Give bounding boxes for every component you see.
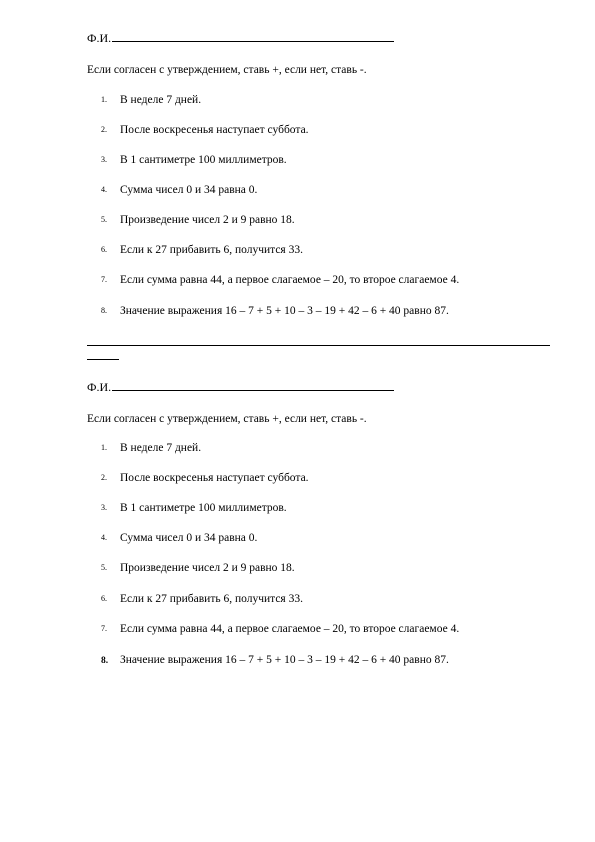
item-text: Если к 27 прибавить 6, получится 33.: [120, 593, 303, 605]
item-number: 7.: [101, 624, 107, 633]
list-item: [101, 304, 449, 318]
item-number: 3.: [101, 503, 107, 512]
list-item: [101, 153, 287, 167]
list-item: [101, 213, 295, 227]
item-text: Значение выражения 16 – 7 + 5 + 10 – 3 – 19 + 42 – 6 + 40 равно 87.: [120, 305, 449, 317]
name-field-line: [87, 30, 394, 45]
list-item: [101, 273, 459, 287]
name-underline[interactable]: [112, 379, 394, 391]
list-item: [101, 653, 449, 668]
list-item: [101, 531, 257, 545]
name-underline[interactable]: [112, 30, 394, 42]
item-number: 3.: [101, 155, 107, 164]
name-field-line: [87, 379, 394, 394]
item-number: 2.: [101, 125, 107, 134]
item-number: 2.: [101, 473, 107, 482]
list-item: [101, 592, 303, 606]
item-number: 7.: [101, 275, 107, 284]
instruction-text: Если согласен с утверждением, ставь +, если нет, ставь -.: [87, 413, 367, 425]
list-item: [101, 93, 201, 107]
item-text: После воскресенья наступает суббота.: [120, 472, 309, 484]
item-number: 5.: [101, 563, 107, 572]
item-text: После воскресенья наступает суббота.: [120, 124, 309, 136]
list-item: [101, 501, 287, 515]
item-text: Сумма чисел 0 и 34 равна 0.: [120, 184, 258, 196]
item-text: Значение выражения 16 – 7 + 5 + 10 – 3 – 19 + 42 – 6 + 40 равно 87.: [120, 654, 449, 666]
list-item: [101, 622, 459, 636]
name-label: Ф.И.: [87, 380, 112, 394]
list-item: [101, 471, 309, 485]
item-text: В неделе 7 дней.: [120, 442, 202, 454]
item-text: В 1 сантиметре 100 миллиметров.: [120, 502, 287, 514]
item-number: 8.: [101, 656, 109, 666]
item-text: Произведение чисел 2 и 9 равно 18.: [120, 562, 295, 574]
list-item: [101, 123, 309, 137]
item-text: В неделе 7 дней.: [120, 94, 202, 106]
list-item: [101, 183, 257, 197]
item-number: 6.: [101, 245, 107, 254]
item-text: Если к 27 прибавить 6, получится 33.: [120, 244, 303, 256]
item-number: 1.: [101, 95, 107, 104]
item-text: Если сумма равна 44, а первое слагаемое – 20, то второе слагаемое 4.: [120, 274, 460, 286]
list-item: [101, 561, 295, 575]
list-item: [101, 441, 201, 455]
cut-separator-tail: [87, 359, 119, 360]
item-number: 4.: [101, 185, 107, 194]
item-number: 8.: [101, 306, 107, 315]
item-text: Сумма чисел 0 и 34 равна 0.: [120, 532, 258, 544]
item-number: 1.: [101, 443, 107, 452]
name-label: Ф.И.: [87, 31, 112, 45]
list-item: [101, 243, 303, 257]
cut-separator-line: [87, 345, 550, 346]
item-number: 5.: [101, 215, 107, 224]
item-text: Произведение чисел 2 и 9 равно 18.: [120, 214, 295, 226]
item-number: 6.: [101, 594, 107, 603]
item-number: 4.: [101, 533, 107, 542]
instruction-text: Если согласен с утверждением, ставь +, если нет, ставь -.: [87, 64, 367, 76]
item-text: В 1 сантиметре 100 миллиметров.: [120, 154, 287, 166]
item-text: Если сумма равна 44, а первое слагаемое – 20, то второе слагаемое 4.: [120, 623, 460, 635]
